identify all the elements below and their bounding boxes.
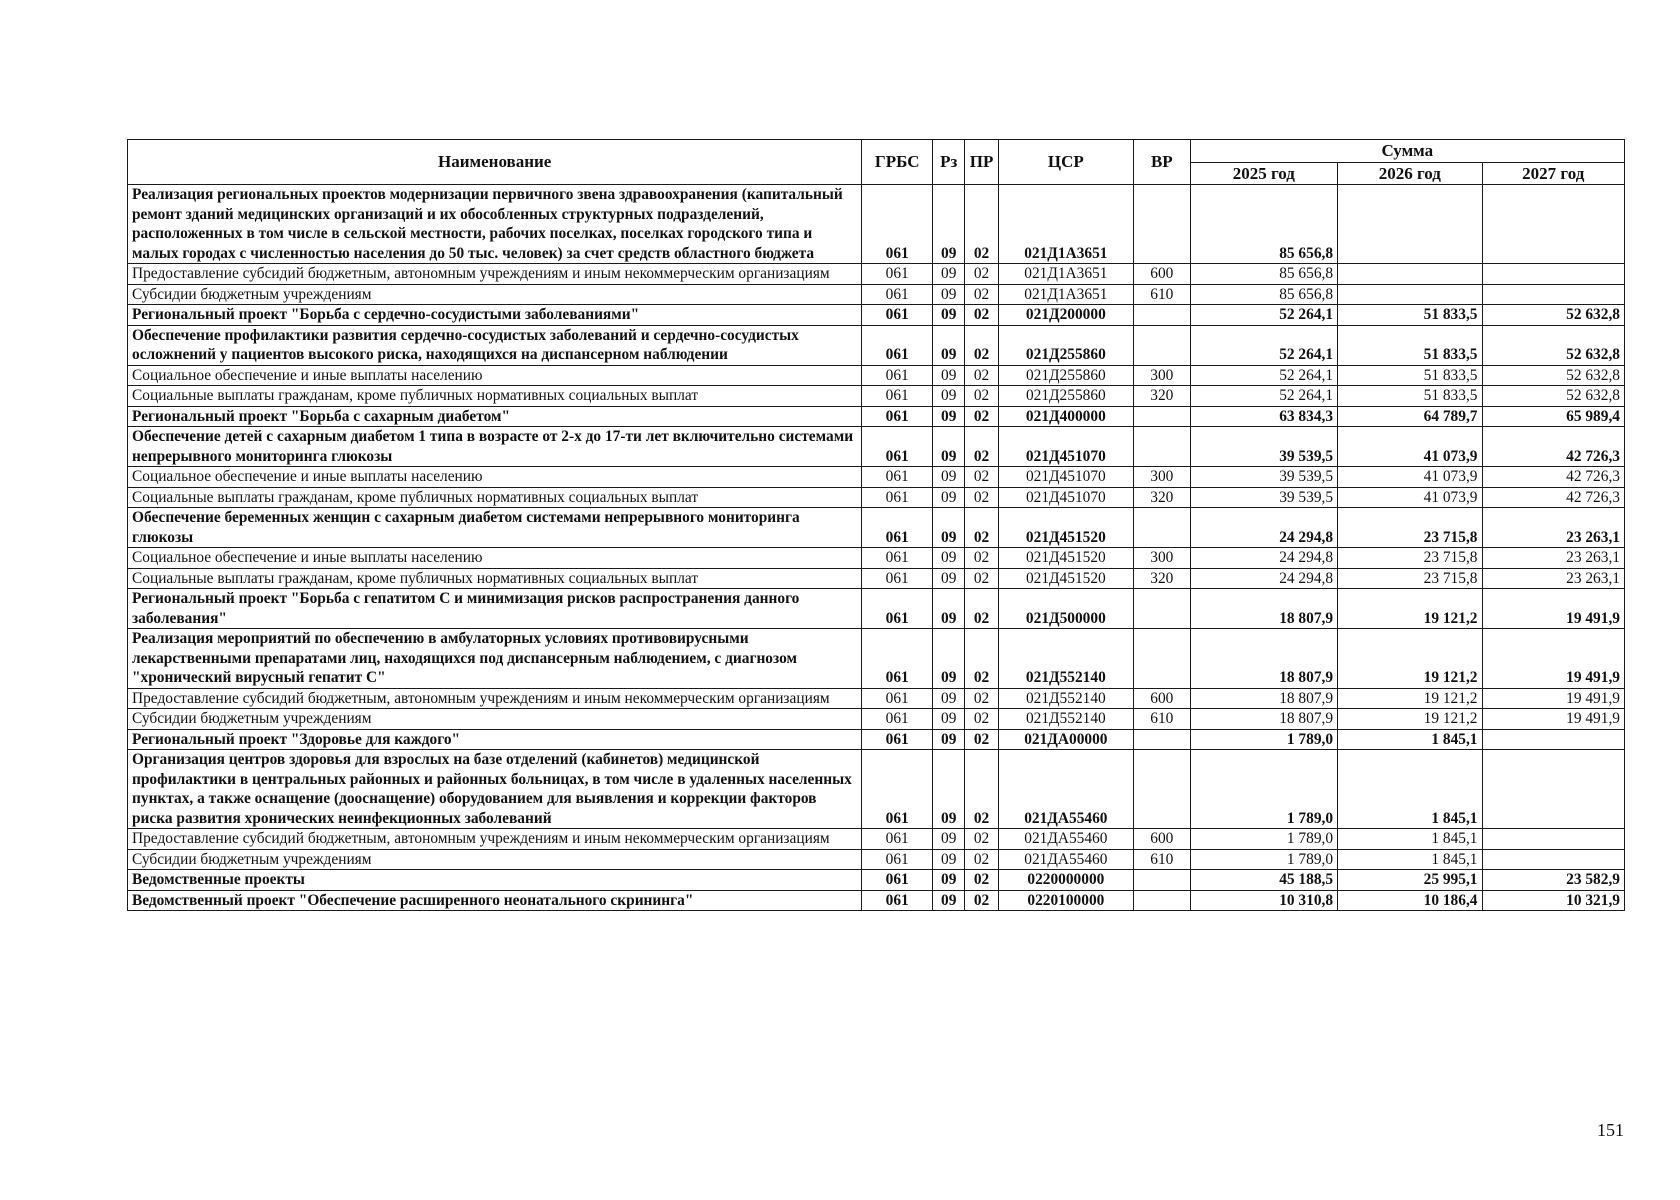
row-name: Субсидии бюджетным учреждениям	[128, 709, 862, 730]
page-number: 151	[1597, 1120, 1624, 1140]
row-csr: 021Д451070	[998, 487, 1133, 508]
row-vr	[1134, 729, 1191, 750]
row-amount-2025: 1 789,0	[1190, 849, 1337, 870]
row-amount-2027: 19 491,9	[1482, 629, 1625, 689]
row-rz: 09	[933, 508, 965, 548]
row-amount-2027: 19 491,9	[1482, 688, 1625, 709]
row-vr: 320	[1134, 386, 1191, 407]
row-amount-2026: 1 845,1	[1338, 750, 1482, 829]
row-vr: 600	[1134, 829, 1191, 850]
row-pr: 02	[965, 406, 998, 427]
row-pr: 02	[965, 284, 998, 305]
row-amount-2027	[1482, 264, 1625, 285]
row-name: Реализация мероприятий по обеспечению в амбулаторных условиях противовирусными лекарственными препаратами лиц, находящихся под диспансерным наблюдением, с диагнозом "хронический вирусный гепатит С"	[128, 629, 862, 689]
header-vr: ВР	[1134, 140, 1191, 185]
table-row	[128, 729, 1625, 750]
table-row	[128, 406, 1625, 427]
row-amount-2026: 64 789,7	[1338, 406, 1482, 427]
row-rz: 09	[933, 427, 965, 467]
row-name: Региональный проект "Борьба с гепатитом С и минимизация рисков распространения данного заболевания"	[128, 589, 862, 629]
row-amount-2027	[1482, 849, 1625, 870]
table-row	[128, 890, 1625, 911]
row-name: Социальное обеспечение и иные выплаты населению	[128, 548, 862, 569]
row-vr	[1134, 325, 1191, 365]
row-amount-2027: 52 632,8	[1482, 305, 1625, 326]
row-amount-2025: 52 264,1	[1190, 365, 1337, 386]
row-csr: 021Д255860	[998, 386, 1133, 407]
table-row	[128, 185, 1625, 264]
row-grbs: 061	[862, 508, 933, 548]
row-name: Региональный проект "Здоровье для каждого"	[128, 729, 862, 750]
row-name: Организация центров здоровья для взрослых на базе отделений (кабинетов) медицинской профилактики в центральных районных и районных больницах, в том числе в удаленных населенных пунктах, а также оснащение (дооснащение) оборудованием для выявления и коррекции факторов риска развития хронических неинфекционных заболеваний	[128, 750, 862, 829]
row-vr: 600	[1134, 688, 1191, 709]
row-amount-2026: 1 845,1	[1338, 829, 1482, 850]
row-rz: 09	[933, 406, 965, 427]
table-row	[128, 829, 1625, 850]
row-vr: 300	[1134, 548, 1191, 569]
row-pr: 02	[965, 750, 998, 829]
row-csr: 021Д552140	[998, 629, 1133, 689]
row-grbs: 061	[862, 284, 933, 305]
row-vr: 610	[1134, 849, 1191, 870]
row-grbs: 061	[862, 467, 933, 488]
header-grbs: ГРБС	[862, 140, 933, 185]
row-rz: 09	[933, 467, 965, 488]
row-csr: 021ДА55460	[998, 829, 1133, 850]
row-amount-2026: 25 995,1	[1338, 870, 1482, 891]
row-csr: 0220000000	[998, 870, 1133, 891]
row-pr: 02	[965, 629, 998, 689]
row-name: Социальные выплаты гражданам, кроме публичных нормативных социальных выплат	[128, 568, 862, 589]
row-name: Субсидии бюджетным учреждениям	[128, 849, 862, 870]
table-row	[128, 487, 1625, 508]
row-name: Социальное обеспечение и иные выплаты населению	[128, 467, 862, 488]
row-csr: 021Д552140	[998, 688, 1133, 709]
row-rz: 09	[933, 829, 965, 850]
row-amount-2026: 19 121,2	[1338, 709, 1482, 730]
header-pr: ПР	[965, 140, 998, 185]
row-amount-2027	[1482, 829, 1625, 850]
row-name: Ведомственные проекты	[128, 870, 862, 891]
row-grbs: 061	[862, 406, 933, 427]
table-row	[128, 870, 1625, 891]
row-pr: 02	[965, 427, 998, 467]
row-grbs: 061	[862, 709, 933, 730]
row-csr: 021Д451520	[998, 548, 1133, 569]
row-grbs: 061	[862, 589, 933, 629]
row-amount-2026	[1338, 284, 1482, 305]
table-row	[128, 284, 1625, 305]
row-csr: 021Д255860	[998, 365, 1133, 386]
row-amount-2027: 19 491,9	[1482, 709, 1625, 730]
row-amount-2026	[1338, 264, 1482, 285]
table-row	[128, 264, 1625, 285]
row-vr	[1134, 750, 1191, 829]
row-amount-2025: 52 264,1	[1190, 305, 1337, 326]
row-amount-2025: 63 834,3	[1190, 406, 1337, 427]
row-name: Предоставление субсидий бюджетным, автономным учреждениям и иным некоммерческим организациям	[128, 688, 862, 709]
row-amount-2025: 1 789,0	[1190, 729, 1337, 750]
row-rz: 09	[933, 729, 965, 750]
row-grbs: 061	[862, 829, 933, 850]
row-rz: 09	[933, 849, 965, 870]
row-pr: 02	[965, 849, 998, 870]
row-vr: 320	[1134, 487, 1191, 508]
table-row	[128, 325, 1625, 365]
header-year-2026: 2026 год	[1338, 162, 1482, 185]
row-amount-2027: 52 632,8	[1482, 386, 1625, 407]
row-amount-2026: 51 833,5	[1338, 365, 1482, 386]
row-pr: 02	[965, 589, 998, 629]
row-pr: 02	[965, 890, 998, 911]
header-sum: Сумма	[1190, 140, 1624, 163]
row-csr: 021ДА55460	[998, 849, 1133, 870]
row-vr: 610	[1134, 709, 1191, 730]
row-amount-2026: 41 073,9	[1338, 487, 1482, 508]
row-rz: 09	[933, 709, 965, 730]
row-grbs: 061	[862, 688, 933, 709]
row-amount-2027: 42 726,3	[1482, 427, 1625, 467]
row-vr: 600	[1134, 264, 1191, 285]
row-grbs: 061	[862, 185, 933, 264]
row-amount-2027: 23 263,1	[1482, 548, 1625, 569]
row-rz: 09	[933, 365, 965, 386]
row-pr: 02	[965, 508, 998, 548]
row-rz: 09	[933, 629, 965, 689]
row-rz: 09	[933, 305, 965, 326]
row-amount-2027: 23 263,1	[1482, 508, 1625, 548]
row-amount-2025: 52 264,1	[1190, 386, 1337, 407]
row-csr: 021Д552140	[998, 709, 1133, 730]
table-row	[128, 386, 1625, 407]
row-amount-2025: 85 656,8	[1190, 284, 1337, 305]
row-vr	[1134, 508, 1191, 548]
row-pr: 02	[965, 548, 998, 569]
row-pr: 02	[965, 729, 998, 750]
row-grbs: 061	[862, 629, 933, 689]
row-amount-2026: 1 845,1	[1338, 729, 1482, 750]
row-rz: 09	[933, 688, 965, 709]
row-amount-2025: 24 294,8	[1190, 548, 1337, 569]
row-amount-2025: 1 789,0	[1190, 829, 1337, 850]
row-rz: 09	[933, 750, 965, 829]
row-amount-2026: 51 833,5	[1338, 325, 1482, 365]
row-name: Социальное обеспечение и иные выплаты населению	[128, 365, 862, 386]
row-amount-2025: 52 264,1	[1190, 325, 1337, 365]
row-amount-2027: 52 632,8	[1482, 365, 1625, 386]
row-amount-2025: 18 807,9	[1190, 629, 1337, 689]
row-rz: 09	[933, 284, 965, 305]
row-name: Ведомственный проект "Обеспечение расширенного неонатального скрининга"	[128, 890, 862, 911]
row-amount-2026: 1 845,1	[1338, 849, 1482, 870]
row-amount-2025: 10 310,8	[1190, 890, 1337, 911]
row-vr	[1134, 589, 1191, 629]
row-vr	[1134, 305, 1191, 326]
table-row	[128, 305, 1625, 326]
row-amount-2026: 23 715,8	[1338, 568, 1482, 589]
row-amount-2025: 45 188,5	[1190, 870, 1337, 891]
row-name: Обеспечение беременных женщин с сахарным диабетом системами непрерывного мониторинга глюкозы	[128, 508, 862, 548]
row-csr: 021Д1А3651	[998, 264, 1133, 285]
row-rz: 09	[933, 264, 965, 285]
row-amount-2025: 39 539,5	[1190, 467, 1337, 488]
row-csr: 021ДА00000	[998, 729, 1133, 750]
row-amount-2027: 65 989,4	[1482, 406, 1625, 427]
row-grbs: 061	[862, 568, 933, 589]
table-row	[128, 589, 1625, 629]
row-vr	[1134, 870, 1191, 891]
row-pr: 02	[965, 305, 998, 326]
row-amount-2026: 23 715,8	[1338, 508, 1482, 548]
row-grbs: 061	[862, 548, 933, 569]
row-pr: 02	[965, 467, 998, 488]
row-name: Социальные выплаты гражданам, кроме публичных нормативных социальных выплат	[128, 386, 862, 407]
row-pr: 02	[965, 185, 998, 264]
header-name: Наименование	[128, 140, 862, 185]
row-amount-2026: 19 121,2	[1338, 629, 1482, 689]
table-row	[128, 568, 1625, 589]
row-vr	[1134, 185, 1191, 264]
row-amount-2026: 19 121,2	[1338, 589, 1482, 629]
row-grbs: 061	[862, 325, 933, 365]
row-amount-2025: 24 294,8	[1190, 568, 1337, 589]
row-amount-2025: 39 539,5	[1190, 487, 1337, 508]
row-pr: 02	[965, 870, 998, 891]
row-rz: 09	[933, 386, 965, 407]
row-csr: 021Д451520	[998, 568, 1133, 589]
row-pr: 02	[965, 829, 998, 850]
row-amount-2025: 85 656,8	[1190, 185, 1337, 264]
row-csr: 021Д451070	[998, 467, 1133, 488]
row-amount-2027	[1482, 284, 1625, 305]
row-pr: 02	[965, 568, 998, 589]
row-amount-2025: 1 789,0	[1190, 750, 1337, 829]
header-year-2027: 2027 год	[1482, 162, 1625, 185]
row-amount-2026: 19 121,2	[1338, 688, 1482, 709]
row-vr: 320	[1134, 568, 1191, 589]
row-grbs: 061	[862, 750, 933, 829]
row-grbs: 061	[862, 386, 933, 407]
row-pr: 02	[965, 365, 998, 386]
table-row	[128, 688, 1625, 709]
row-rz: 09	[933, 487, 965, 508]
row-pr: 02	[965, 386, 998, 407]
row-vr: 300	[1134, 365, 1191, 386]
row-amount-2025: 39 539,5	[1190, 427, 1337, 467]
table-row	[128, 548, 1625, 569]
row-csr: 021ДА55460	[998, 750, 1133, 829]
table-row	[128, 709, 1625, 730]
row-amount-2026: 23 715,8	[1338, 548, 1482, 569]
row-grbs: 061	[862, 427, 933, 467]
row-vr	[1134, 427, 1191, 467]
row-name: Обеспечение детей с сахарным диабетом 1 типа в возрасте от 2-х до 17-ти лет включительно системами непрерывного мониторинга глюкозы	[128, 427, 862, 467]
row-grbs: 061	[862, 849, 933, 870]
header-rz: Рз	[933, 140, 965, 185]
row-name: Реализация региональных проектов модернизации первичного звена здравоохранения (капитальный ремонт зданий медицинских организаций и их обособленных структурных подразделений, расположенных в том числе в сельской местности, рабочих поселках, поселках городского типа и малых городах с численностью населения до 50 тыс. человек) за счет средств областного бюджета	[128, 185, 862, 264]
row-vr	[1134, 890, 1191, 911]
row-vr	[1134, 629, 1191, 689]
row-grbs: 061	[862, 365, 933, 386]
row-amount-2026: 41 073,9	[1338, 427, 1482, 467]
row-grbs: 061	[862, 890, 933, 911]
row-amount-2026: 41 073,9	[1338, 467, 1482, 488]
row-pr: 02	[965, 487, 998, 508]
table-row	[128, 467, 1625, 488]
row-amount-2027: 52 632,8	[1482, 325, 1625, 365]
row-csr: 021Д1А3651	[998, 284, 1133, 305]
budget-table	[127, 139, 1625, 911]
row-csr: 021Д1А3651	[998, 185, 1133, 264]
row-amount-2025: 85 656,8	[1190, 264, 1337, 285]
row-pr: 02	[965, 709, 998, 730]
row-vr: 610	[1134, 284, 1191, 305]
row-amount-2027	[1482, 729, 1625, 750]
row-grbs: 061	[862, 870, 933, 891]
row-csr: 021Д500000	[998, 589, 1133, 629]
row-amount-2027: 42 726,3	[1482, 487, 1625, 508]
row-amount-2026: 10 186,4	[1338, 890, 1482, 911]
row-rz: 09	[933, 325, 965, 365]
table-row	[128, 849, 1625, 870]
row-amount-2027	[1482, 185, 1625, 264]
row-rz: 09	[933, 548, 965, 569]
row-csr: 021Д400000	[998, 406, 1133, 427]
row-csr: 0220100000	[998, 890, 1133, 911]
row-vr	[1134, 406, 1191, 427]
row-amount-2027: 23 263,1	[1482, 568, 1625, 589]
row-csr: 021Д200000	[998, 305, 1133, 326]
row-rz: 09	[933, 870, 965, 891]
row-pr: 02	[965, 264, 998, 285]
row-amount-2027: 10 321,9	[1482, 890, 1625, 911]
header-year-2025: 2025 год	[1190, 162, 1337, 185]
row-name: Региональный проект "Борьба с сахарным диабетом"	[128, 406, 862, 427]
table-row	[128, 750, 1625, 829]
table-row	[128, 629, 1625, 689]
row-amount-2025: 18 807,9	[1190, 709, 1337, 730]
row-amount-2027: 19 491,9	[1482, 589, 1625, 629]
row-amount-2027	[1482, 750, 1625, 829]
row-name: Предоставление субсидий бюджетным, автономным учреждениям и иным некоммерческим организациям	[128, 264, 862, 285]
row-amount-2026	[1338, 185, 1482, 264]
row-grbs: 061	[862, 729, 933, 750]
row-amount-2027: 42 726,3	[1482, 467, 1625, 488]
row-csr: 021Д255860	[998, 325, 1133, 365]
row-amount-2025: 18 807,9	[1190, 688, 1337, 709]
row-vr: 300	[1134, 467, 1191, 488]
row-amount-2026: 51 833,5	[1338, 305, 1482, 326]
row-rz: 09	[933, 568, 965, 589]
row-name: Субсидии бюджетным учреждениям	[128, 284, 862, 305]
row-amount-2026: 51 833,5	[1338, 386, 1482, 407]
table-row	[128, 508, 1625, 548]
table-header	[128, 140, 1625, 185]
row-grbs: 061	[862, 305, 933, 326]
row-amount-2025: 24 294,8	[1190, 508, 1337, 548]
row-rz: 09	[933, 185, 965, 264]
table-row	[128, 427, 1625, 467]
row-amount-2025: 18 807,9	[1190, 589, 1337, 629]
table-body	[128, 185, 1625, 911]
table-row	[128, 365, 1625, 386]
row-name: Обеспечение профилактики развития сердечно-сосудистых заболеваний и сердечно-сосудистых осложнений у пациентов высокого риска, находящихся на диспансерном наблюдении	[128, 325, 862, 365]
row-amount-2027: 23 582,9	[1482, 870, 1625, 891]
row-grbs: 061	[862, 264, 933, 285]
row-name: Региональный проект "Борьба с сердечно-сосудистыми заболеваниями"	[128, 305, 862, 326]
row-rz: 09	[933, 589, 965, 629]
row-pr: 02	[965, 688, 998, 709]
row-pr: 02	[965, 325, 998, 365]
row-csr: 021Д451070	[998, 427, 1133, 467]
row-csr: 021Д451520	[998, 508, 1133, 548]
row-name: Предоставление субсидий бюджетным, автономным учреждениям и иным некоммерческим организациям	[128, 829, 862, 850]
row-grbs: 061	[862, 487, 933, 508]
row-rz: 09	[933, 890, 965, 911]
row-name: Социальные выплаты гражданам, кроме публичных нормативных социальных выплат	[128, 487, 862, 508]
header-csr: ЦСР	[998, 140, 1133, 185]
